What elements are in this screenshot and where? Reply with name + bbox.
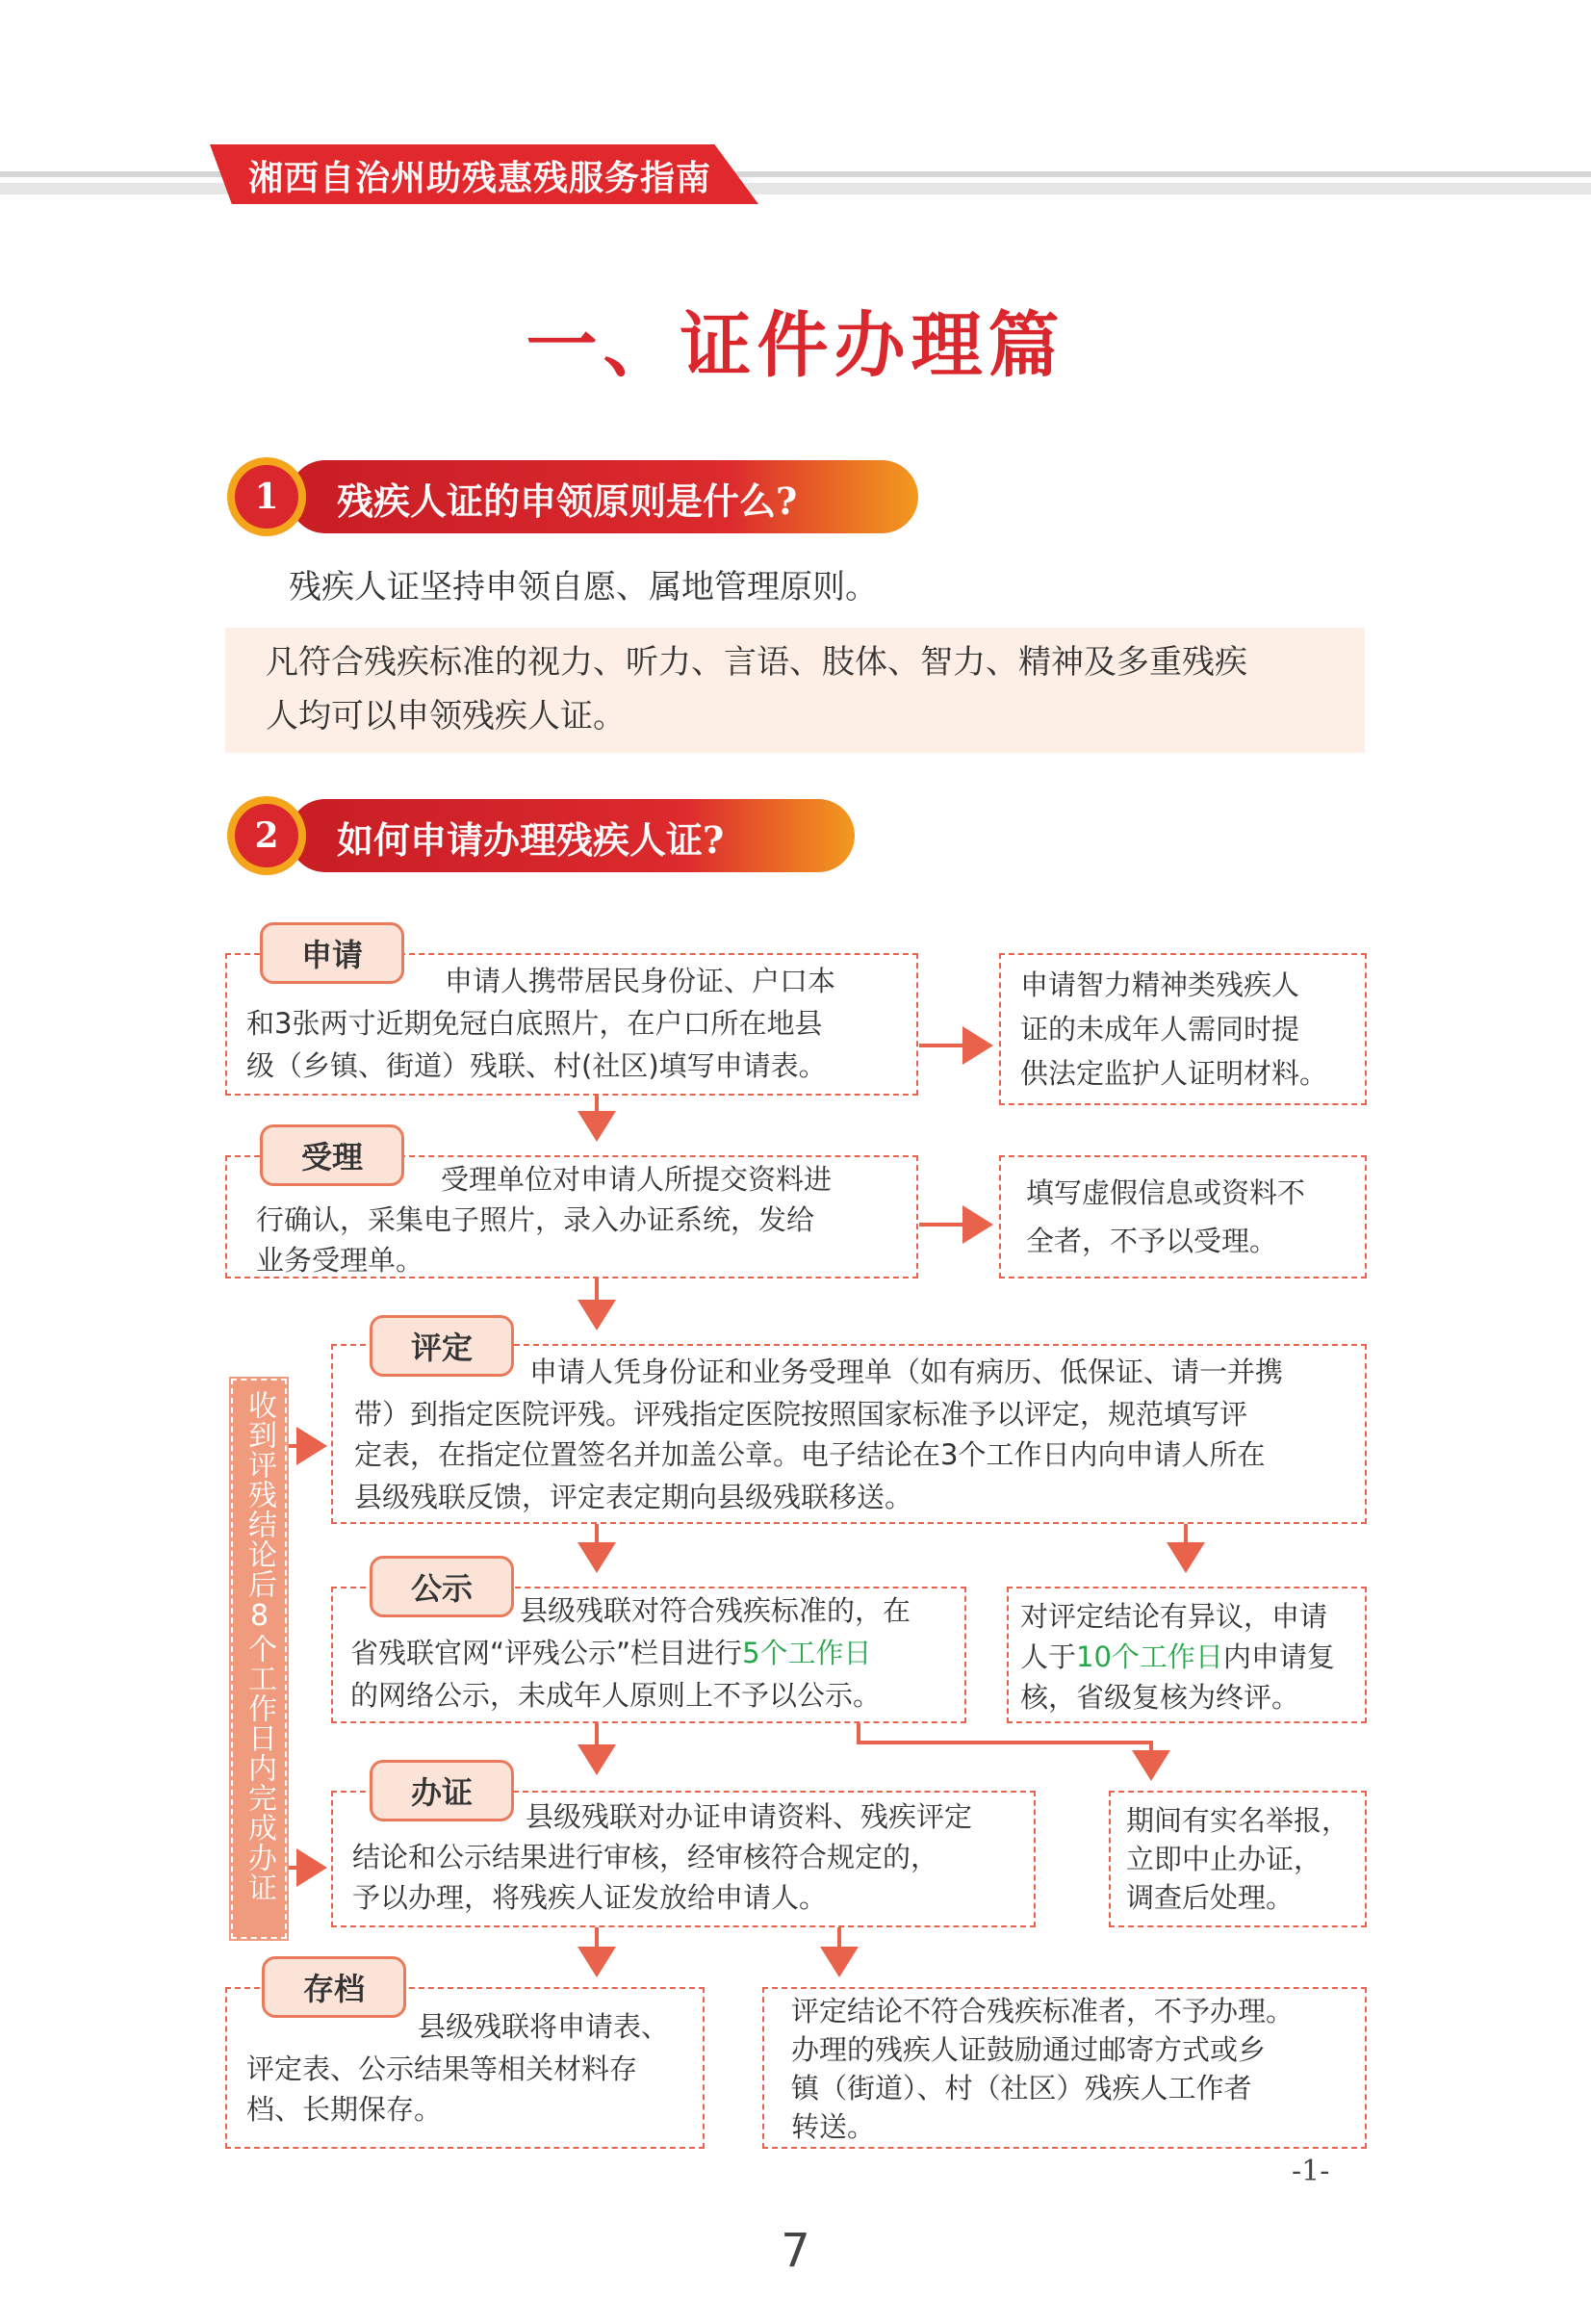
accept-line2: 行确认，采集电子照片，录入办证系统，发给 bbox=[256, 1203, 815, 1236]
issue-line2: 结论和公示结果进行审核，经审核符合规定的， bbox=[352, 1841, 939, 1873]
report-line2: 立即中止办证， bbox=[1126, 1843, 1322, 1875]
apply-note-line2: 证的未成年人需同时提 bbox=[1020, 1013, 1300, 1046]
question-1-text: 残疾人证的申领原则是什么? bbox=[337, 479, 798, 523]
publicize-tag: 公示 bbox=[370, 1556, 514, 1617]
review-line2-pre: 人于 bbox=[1020, 1640, 1077, 1673]
assess-line2: 带）到指定医院评残。评残指定医院按照国家标准予以评定，规范填写评 bbox=[354, 1398, 1248, 1431]
reject-line1: 评定结论不符合残疾标准者，不予办理。 bbox=[791, 1995, 1295, 2027]
accept-note-line2: 全者，不予以受理。 bbox=[1026, 1225, 1278, 1257]
report-line1: 期间有实名举报， bbox=[1126, 1804, 1350, 1837]
page-number-small: -1- bbox=[1292, 2155, 1330, 2188]
reject-line3: 镇（街道）、村（社区）残疾人工作者 bbox=[791, 2072, 1252, 2105]
accept-line3: 业务受理单。 bbox=[256, 1244, 424, 1277]
issue-tag: 办证 bbox=[370, 1760, 514, 1821]
review-line1: 对评定结论有异议，申请 bbox=[1020, 1600, 1328, 1633]
publicize-line2-text: 省残联官网“评残公示”栏目进行 bbox=[350, 1637, 743, 1669]
sidebar-deadline bbox=[231, 1379, 287, 1939]
accept-tag: 受理 bbox=[260, 1124, 404, 1186]
note-1-line1: 凡符合残疾标准的视力、听力、言语、肢体、智力、精神及多重残疾 bbox=[266, 643, 1247, 682]
apply-tag: 申请 bbox=[260, 922, 404, 984]
reject-line4: 转送。 bbox=[791, 2110, 876, 2143]
apply-note-line3: 供法定监护人证明材料。 bbox=[1020, 1057, 1328, 1090]
publicize-line3: 的网络公示，未成年人原则上不予以公示。 bbox=[350, 1679, 882, 1712]
publicize-line2 bbox=[350, 1633, 872, 1674]
archive-line3: 档、长期保存。 bbox=[246, 2093, 443, 2126]
page-title: 一、证件办理篇 bbox=[526, 304, 1065, 387]
archive-tag: 存档 bbox=[262, 1956, 406, 2018]
apply-line3: 级（乡镇、街道）残联、村(社区)填写申请表。 bbox=[246, 1049, 827, 1082]
review-line3: 核，省级复核为终评。 bbox=[1020, 1681, 1300, 1714]
question-2-number: 2 bbox=[235, 804, 298, 867]
question-2-text: 如何申请办理残疾人证? bbox=[337, 818, 725, 862]
answer-1-text: 残疾人证坚持申领自愿、属地管理原则。 bbox=[289, 568, 878, 607]
page-number: 7 bbox=[781, 2224, 810, 2278]
archive-line2: 评定表、公示结果等相关材料存 bbox=[246, 2053, 638, 2085]
apply-line1: 申请人携带居民身份证、户口本 bbox=[445, 965, 836, 997]
reject-line2: 办理的残疾人证鼓励通过邮寄方式或乡 bbox=[791, 2033, 1267, 2066]
publicize-line1: 县级残联对符合残疾标准的，在 bbox=[520, 1594, 911, 1627]
note-1-line2: 人均可以申领残疾人证。 bbox=[266, 697, 626, 736]
issue-line3: 予以办理，将残疾人证发放给申请人。 bbox=[352, 1881, 828, 1914]
accept-note-line1: 填写虚假信息或资料不 bbox=[1026, 1176, 1306, 1209]
publicize-days-highlight: 5个工作日 bbox=[742, 1637, 872, 1669]
apply-line2: 和3张两寸近期免冠白底照片，在户口所在地县 bbox=[246, 1007, 823, 1040]
assess-line4: 县级残联反馈，评定表定期向县级残联移送。 bbox=[354, 1481, 913, 1513]
assess-line1: 申请人凭身份证和业务受理单（如有病历、低保证、请一并携 bbox=[529, 1356, 1284, 1388]
report-line3: 调查后处理。 bbox=[1126, 1881, 1295, 1914]
arrow-publicize-to-report bbox=[859, 1723, 1151, 1777]
review-line2 bbox=[1020, 1637, 1335, 1678]
accept-line1: 受理单位对申请人所提交资料进 bbox=[441, 1163, 833, 1196]
review-line2-post: 内申请复 bbox=[1222, 1640, 1335, 1673]
archive-line1: 县级残联将申请表、 bbox=[418, 2010, 670, 2043]
question-1-number: 1 bbox=[235, 465, 298, 529]
review-days-highlight: 10个工作日 bbox=[1076, 1640, 1223, 1673]
sidebar-deadline-text: 收到评残结论后8个工作日内完成办证 bbox=[243, 1390, 276, 1902]
assess-tag: 评定 bbox=[370, 1315, 514, 1377]
apply-note-line1: 申请智力精神类残疾人 bbox=[1020, 968, 1300, 1001]
header-title: 湘西自治州助残惠残服务指南 bbox=[248, 159, 712, 198]
assess-line3: 定表，在指定位置签名并加盖公章。电子结论在3个工作日内向申请人所在 bbox=[354, 1438, 1266, 1471]
issue-line1: 县级残联对办证申请资料、残疾评定 bbox=[526, 1800, 973, 1833]
